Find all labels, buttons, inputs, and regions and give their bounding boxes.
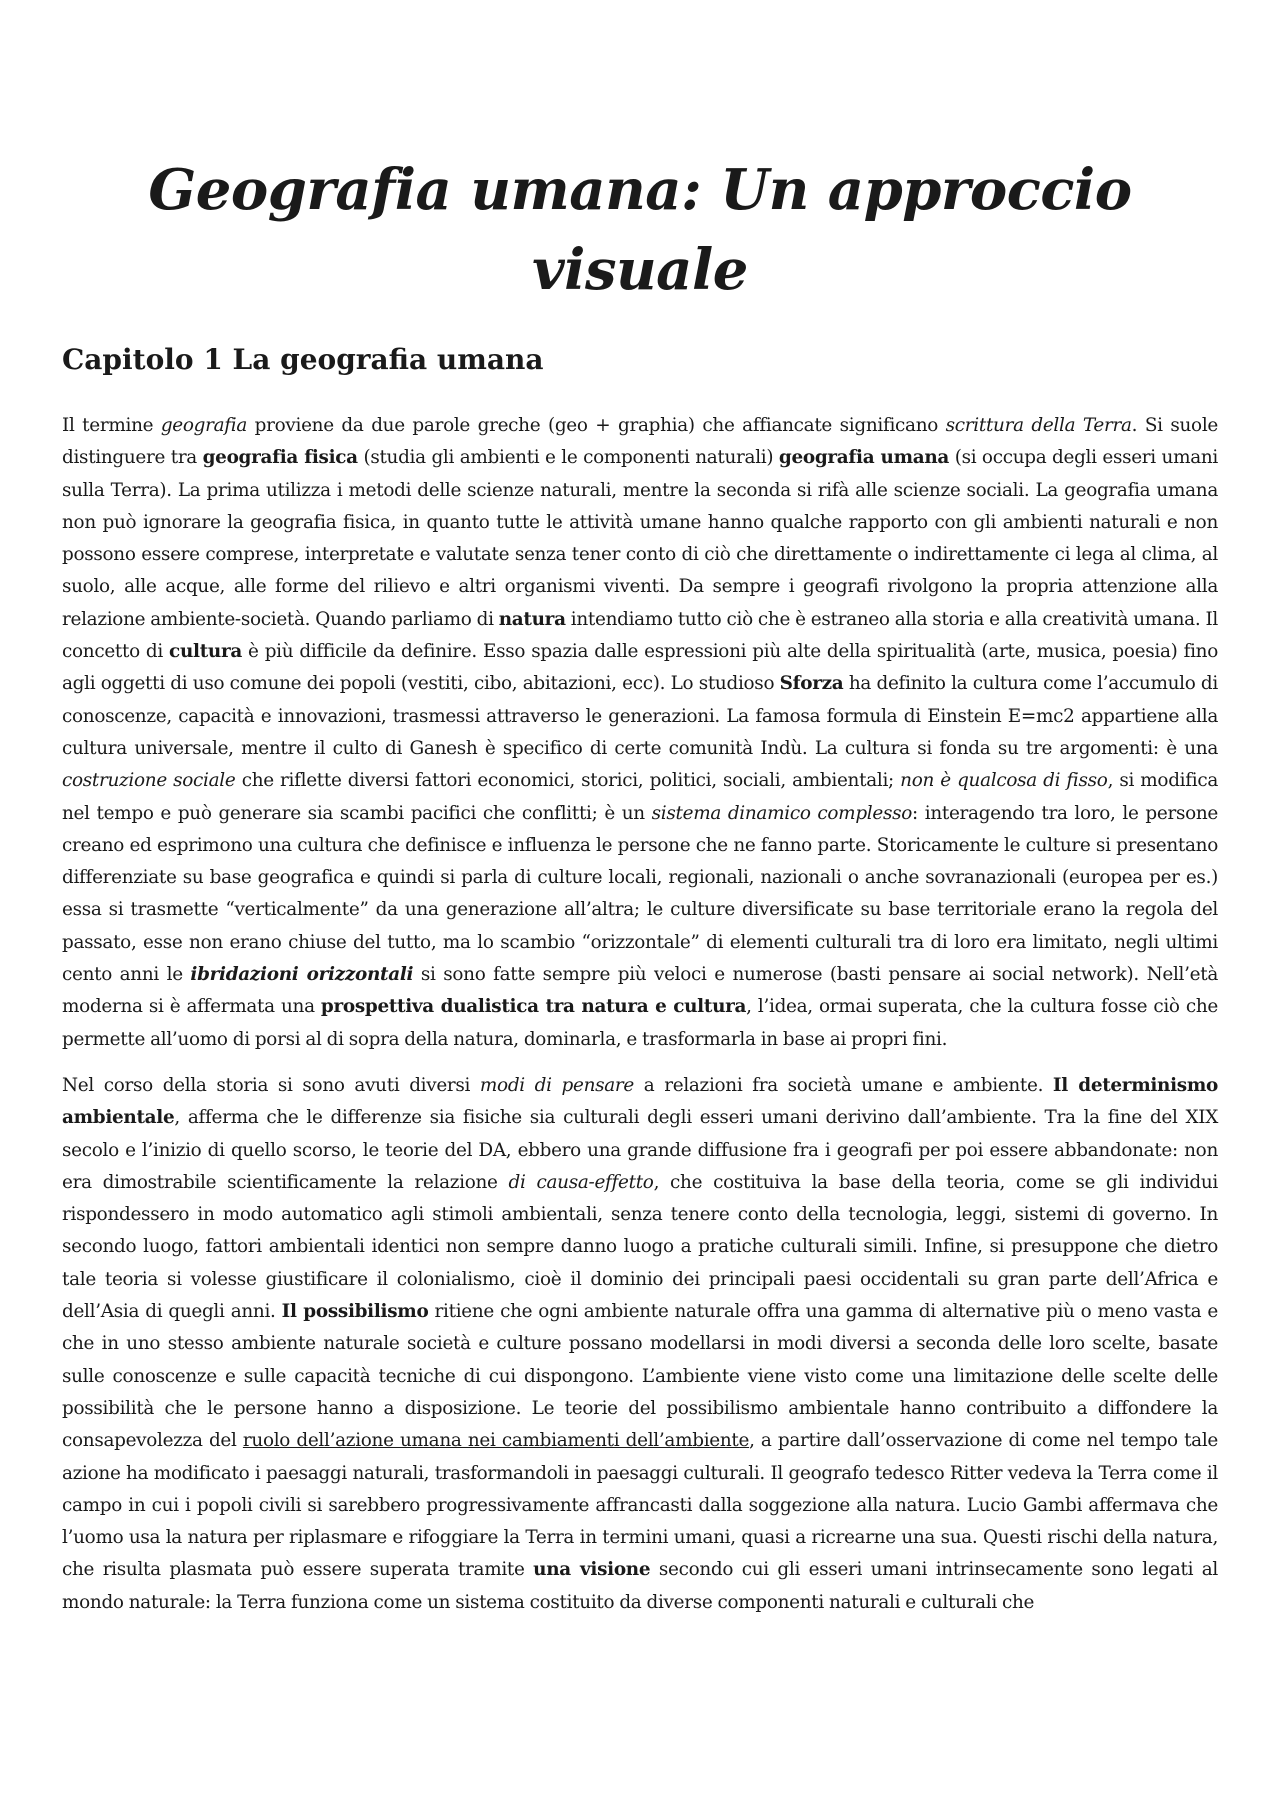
bold-term: Il possibilismo xyxy=(281,1301,429,1323)
text-run: che riflette diversi fattori economici, storici, politici, sociali, ambientali; xyxy=(235,770,901,792)
italic-term: di causa-effetto xyxy=(508,1171,654,1193)
text-run: Il termine xyxy=(62,415,161,436)
text-run: , che costituiva la base della teoria, come se gli individui rispondessero in modo automatico agli stimoli ambientali, senza tenere conto della tecnologia, leggi, sistemi di governo. In secondo luogo, fattori ambientali identici non sempre danno luogo a pratiche culturali simili. Infine, si presuppone che dietro tale teoria si volesse giustificare il colonialismo, cioè il dominio dei principali paesi occidentali su gran parte dell’Africa e dell’Asia di quegli anni. xyxy=(62,1171,1218,1323)
text-run: ha definito la cultura come l’accumulo di conoscenze, capacità e innovazioni, trasmessi attraverso le generazioni. La famosa formula di Einstein E=mc2 appartiene alla cultura universale, mentre il culto di Ganesh è specifico di certe comunità Indù. La cultura si fonda su tre argomenti: è una xyxy=(62,673,1218,759)
italic-term: non è qualcosa di fisso xyxy=(900,770,1108,792)
text-run: , afferma che le differenze sia fisiche sia culturali degli esseri umani derivino dall’ambiente. Tra la fine del XIX secolo e l’inizio di quello scorso, le teorie del DA, ebbero una grande diffusione fra i geografi per poi essere abbandonate: non era dimostrabile scientificamente la relazione xyxy=(62,1107,1218,1193)
italic-term: geografia xyxy=(160,415,248,436)
text-run: (si occupa degli esseri umani sulla Terra). La prima utilizza i metodi delle scienze naturali, mentre la seconda si rifà alle scienze sociali. La geografia umana non può ignorare la geografia fisica, in quanto tutte le attività umane hanno qualche rapporto con gli ambienti naturali e non possono essere comprese, interpretate e valutate senza tener conto di ciò che direttamente o indirettamente ci lega al clima, al suolo, alle acque, alle forme del rilievo e altri organismi viventi. Da sempre i geografi rivolgono la propria attenzione alla relazione ambiente-società. Quando parliamo di xyxy=(62,447,1218,630)
text-run: secondo cui gli esseri umani intrinsecamente sono legati al mondo naturale: la Terra funziona come un sistema costituito da diverse componenti naturali e culturali che xyxy=(62,1559,1218,1613)
text-run: , si modifica nel tempo e può generare sia scambi pacifici che conflitti; è un xyxy=(62,770,1219,824)
bold-term: Il determinismo ambientale xyxy=(62,1074,1218,1129)
text-run: . Si suole distinguere tra xyxy=(62,415,1218,469)
document-page xyxy=(62,150,1218,1619)
italic-term: scrittura della Terra xyxy=(945,415,1132,436)
text-run: proviene da due parole greche (geo + graphia) che affiancate significano xyxy=(247,415,946,436)
bold-term: Sforza xyxy=(779,673,844,695)
italic-term: costruzione sociale xyxy=(62,770,236,792)
chapter-heading: Capitolo 1 La geografia umana xyxy=(62,343,544,376)
paragraph-1 xyxy=(62,410,1218,1056)
text-run: Nel corso della storia si sono avuti diversi xyxy=(62,1074,480,1096)
paragraph-2 xyxy=(62,1070,1218,1619)
bold-term: geografia fisica xyxy=(202,447,358,469)
italic-term: modi di pensare xyxy=(479,1074,634,1096)
underlined-phrase: ruolo dell’azione umana nei cambiamenti dell’ambiente xyxy=(242,1430,750,1452)
italic-term: sistema dinamico complesso xyxy=(651,802,913,824)
text-run: ritiene che ogni ambiente naturale offra una gamma di alternative più o meno vasta e che in uno stesso ambiente naturale società e culture possano modellarsi in modi diversi a seconda delle loro scelte, basate sulle conoscenze e sulle capacità tecniche di cui dispongono. L’ambiente viene visto come una limitazione delle scelte delle possibilità che le persone hanno a disposizione. Le teorie del possibilismo ambientale hanno contribuito a diffondere la consapevolezza del xyxy=(62,1301,1218,1452)
bold-term: natura xyxy=(498,608,566,630)
bold-term: geografia umana xyxy=(778,447,950,469)
text-run: : interagendo tra loro, le persone creano ed esprimono una cultura che definisce e influenza le persone che ne fanno parte. Storicamente le culture si presentano differenziate su base geografica e quindi si parla di culture locali, regionali, nazionali o anche sovranazionali (europea per es.) essa si trasmette “verticalmente” da una generazione all’altra; le culture diversificate su base territoriale erano la regola del passato, esse non erano chiuse del tutto, ma lo scambio “orizzontale” di elementi culturali tra di loro era limitato, negli ultimi cento anni le xyxy=(62,802,1218,986)
bold-term: prospettiva dualistica tra natura e cultura xyxy=(320,996,747,1018)
bold-term: ibridazioni orizzontali xyxy=(190,964,414,986)
text-run: si sono fatte sempre più veloci e numerose (basti pensare ai social network). Nell’età moderna si è affermata una xyxy=(62,964,1218,1018)
text-run: a relazioni fra società umane e ambiente. xyxy=(634,1074,1053,1096)
text-run: , l’idea, ormai superata, che la cultura fosse ciò che permette all’uomo di porsi al di sopra della natura, dominarla, e trasformarla in base ai propri fini. xyxy=(62,996,1219,1050)
bold-term: una visione xyxy=(533,1559,651,1581)
text-run: intendiamo tutto ciò che è estraneo alla storia e alla creatività umana. Il concetto di xyxy=(62,608,1218,663)
document-title: Geografia umana: Un approccio visuale xyxy=(148,157,1132,303)
text-run: (studia gli ambienti e le componenti naturali) xyxy=(357,447,779,469)
text-run: è più difficile da definire. Esso spazia dalle espressioni più alte della spiritualità (arte, musica, poesia) fino agli oggetti di uso comune dei popoli (vestiti, cibo, abitazioni, ecc). Lo studioso xyxy=(62,641,1218,695)
text-run: , a partire dall’osservazione di come nel tempo tale azione ha modificato i paesaggi naturali, trasformandoli in paesaggi culturali. Il geografo tedesco Ritter vedeva la Terra come il campo in cui i popoli civili si sarebbero progressivamente affrancasti dalla soggezione alla natura. Lucio Gambi affermava che l’uomo usa la natura per riplasmare e rifoggiare la Terra in termini umani, quasi a ricrearne una sua. Questi rischi della natura, che risulta plasmata può essere superata tramite xyxy=(62,1430,1218,1581)
bold-term: cultura xyxy=(169,641,242,663)
document-body xyxy=(62,410,1218,1619)
